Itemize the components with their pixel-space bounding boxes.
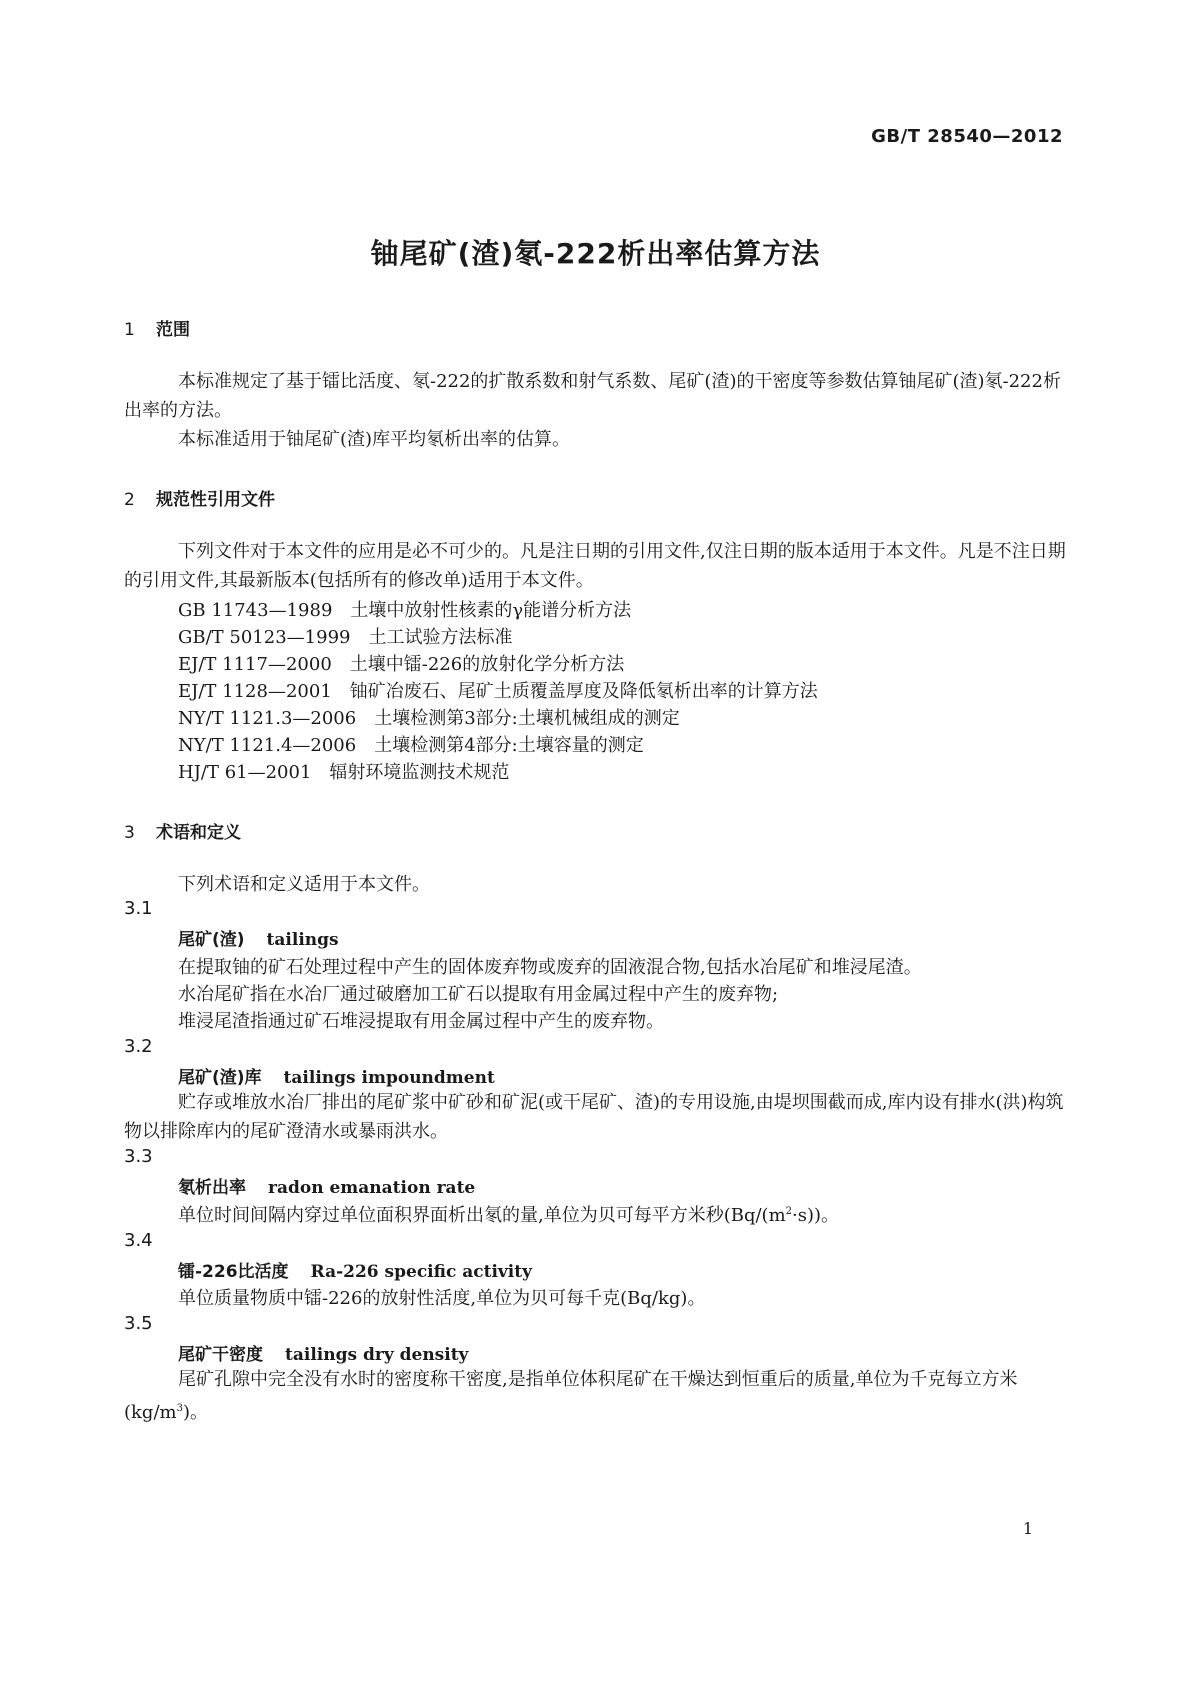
term-number: 3.3 xyxy=(124,1146,153,1167)
section-number: 1 xyxy=(124,320,135,340)
term-definition: 水冶尾矿指在水冶厂通过破磨加工矿石以提取有用金属过程中产生的废弃物; xyxy=(178,984,779,1005)
reference-item: GB 11743—1989 土壤中放射性核素的γ能谱分析方法 xyxy=(178,600,632,621)
term-number: 3.4 xyxy=(124,1230,153,1251)
term-definition: 在提取铀的矿石处理过程中产生的固体废弃物或废弃的固液混合物,包括水冶尾矿和堆浸尾渣。 xyxy=(178,957,922,978)
term-definition: 尾矿孔隙中完全没有水时的密度称干密度,是指单位体积尾矿在干燥达到恒重后的质量,单位为千克每立方米$(kg/m^3)$。 xyxy=(124,1369,1018,1423)
section-2-intro: 下列文件对于本文件的应用是必不可少的。凡是注日期的引用文件,仅注日期的版本适用于本文件。凡是不注日期的引用文件,其最新版本(包括所有的修改单)适用于本文件。 xyxy=(124,541,1066,591)
term-heading: 尾矿干密度 tailings dry density xyxy=(178,1345,469,1365)
term-definition: 堆浸尾渣指通过矿石堆浸提取有用金属过程中产生的废弃物。 xyxy=(178,1011,664,1032)
term-heading: 尾矿(渣)库 tailings impoundment xyxy=(178,1068,495,1088)
reference-item: EJ/T 1117—2000 土壤中镭-226的放射化学分析方法 xyxy=(178,654,625,675)
document-title: 铀尾矿(渣)氡-222析出率估算方法 xyxy=(370,237,821,270)
section-number: 2 xyxy=(124,490,135,510)
term-heading: 尾矿(渣) tailings xyxy=(178,930,339,950)
reference-item: GB/T 50123—1999 土工试验方法标准 xyxy=(178,627,513,648)
reference-item: NY/T 1121.3—2006 土壤检测第3部分:土壤机械组成的测定 xyxy=(178,708,680,729)
term-number: 3.1 xyxy=(124,898,153,919)
reference-item: NY/T 1121.4—2006 土壤检测第4部分:土壤容量的测定 xyxy=(178,735,644,756)
page-number: 1 xyxy=(1022,1519,1033,1538)
term-definition: 贮存或堆放水冶厂排出的尾矿浆中矿砂和矿泥(或干尾矿、渣)的专用设施,由堤坝围截而成,库内设有排水(洪)构筑物以排除库内的尾矿澄清水或暴雨洪水。 xyxy=(124,1092,1064,1142)
term-number: 3.2 xyxy=(124,1036,153,1057)
section-1-paragraph-1: 本标准规定了基于镭比活度、氡-222的扩散系数和射气系数、尾矿(渣)的干密度等参数估算铀尾矿(渣)氡-222析出率的方法。 xyxy=(124,371,1061,421)
term-heading: 镭-226比活度 Ra-226 specific activity xyxy=(178,1262,532,1282)
standard-number: GB/T 28540—2012 xyxy=(871,126,1063,147)
reference-item: EJ/T 1128—2001 铀矿冶废石、尾矿土质覆盖厚度及降低氡析出率的计算方法 xyxy=(178,681,818,702)
section-title: 术语和定义 xyxy=(156,823,241,843)
section-3-heading xyxy=(124,818,241,843)
term-heading: 氡析出率 radon emanation rate xyxy=(178,1178,476,1198)
section-title: 规范性引用文件 xyxy=(156,490,275,510)
section-1-paragraph-2: 本标准适用于铀尾矿(渣)库平均氡析出率的估算。 xyxy=(178,429,571,450)
section-number: 3 xyxy=(124,823,135,843)
section-title: 范围 xyxy=(156,320,190,340)
section-3-intro: 下列术语和定义适用于本文件。 xyxy=(178,874,430,895)
term-number: 3.5 xyxy=(124,1313,153,1334)
term-definition: 单位时间间隔内穿过单位面积界面析出氡的量,单位为贝可每平方米秒$(Bq/(m^2\cdot s))$。 xyxy=(178,1205,840,1226)
section-1-heading xyxy=(124,315,190,340)
section-2-heading xyxy=(124,485,275,510)
reference-item: HJ/T 61—2001 辐射环境监测技术规范 xyxy=(178,762,510,783)
term-definition: 单位质量物质中镭-226的放射性活度,单位为贝可每千克(Bq/kg)。 xyxy=(178,1288,706,1309)
